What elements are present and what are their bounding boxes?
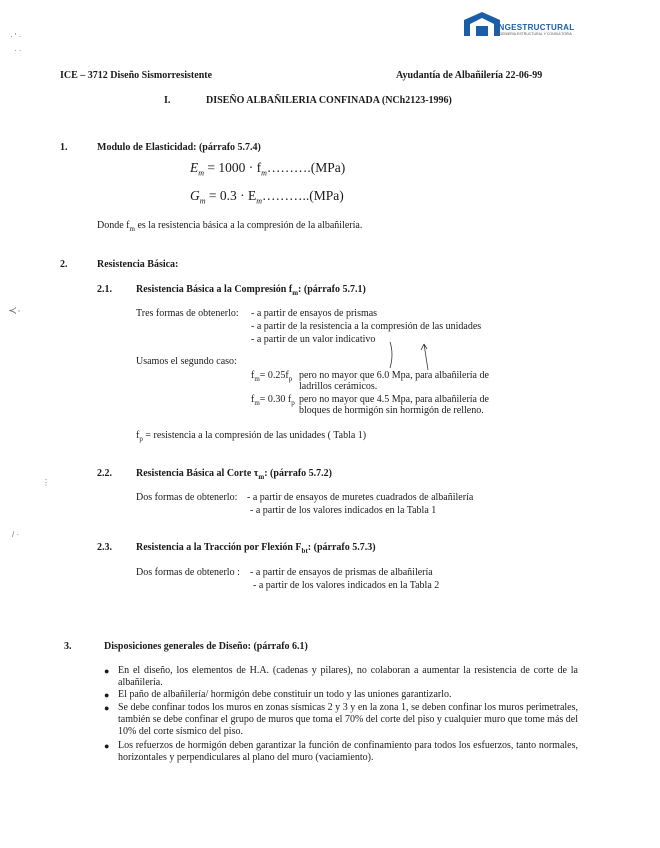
- section-2-1-number: 2.1.: [97, 284, 112, 295]
- scan-mark: ≺·: [8, 305, 21, 317]
- title-number: I.: [164, 95, 171, 106]
- list-item: El paño de albañilería/ hormigón debe constituir un todo y las uniones garantizarlo.: [118, 689, 452, 700]
- section-2-2-number: 2.2.: [97, 468, 112, 479]
- section-2-number: 2.: [60, 259, 68, 270]
- scan-mark: ⋮: [42, 478, 50, 487]
- case-1-text-2: ladrillos cerámicos.: [299, 381, 378, 392]
- list-item: - a partir de un valor indicativo: [251, 334, 376, 345]
- scan-mark: · ·: [14, 46, 22, 55]
- case-2-equation: $f_m= 0.30$ $f_p$: [251, 394, 295, 407]
- scan-mark: · ' ·: [10, 32, 22, 41]
- list-item: - a partir de ensayos de prismas: [251, 308, 378, 319]
- section-2-3-number: 2.3.: [97, 542, 112, 553]
- list-item: - a partir de ensayos de muretes cuadrados de albañilería: [247, 492, 474, 503]
- section-2-3-heading: Resistencia a la Tracción por Flexión $F_{bt}$: (párrafo 5.7.3): [136, 542, 376, 555]
- list-item: - a partir de ensayos de prismas de albañilería: [250, 567, 433, 578]
- handwritten-arrow: [380, 340, 440, 380]
- header-date: Ayudantía de Albañilería 22-06-99: [396, 70, 543, 81]
- logo-name: INGESTRUCTURAL: [496, 23, 575, 32]
- section-2-1-intro: Tres formas de obtenerlo:: [136, 308, 239, 319]
- fp-definition: $f_p$ = resistencia a la compresión de las unidades ( Tabla 1): [136, 430, 367, 443]
- header-course: ICE – 3712 Diseño Sismorresistente: [60, 70, 213, 81]
- equation-gm: $G_m = 0.3$ · $E_m\dots\dots\dots..(MPa)$: [190, 188, 344, 206]
- section-3-number: 3.: [64, 641, 72, 652]
- case-2-text-2: bloques de hormigón sin hormigón de relleno.: [299, 405, 484, 416]
- case-1-equation: $f_m= 0.25f_p$: [251, 370, 293, 383]
- case-1-text: pero no mayor que 6.0 Mpa, para albañilería de: [299, 370, 489, 381]
- section-2-2-intro: Dos formas de obtenerlo:: [136, 492, 238, 503]
- equation-em: $E_m = 1000$ · $f_m\dots\dots\dots.(MPa)$: [190, 160, 346, 178]
- case-2-text: pero no mayor que 4.5 Mpa, para albañilería de: [299, 394, 489, 405]
- list-item: Se debe confinar todos los muros en zonas sísmicas 2 y 3 y en la zona 1, se deben confinar los muros perimetrales, también se debe confinar el grupo de muros que toma el 70% del corte del piso y cualquier muro que tome más del 10% del corte sísmico del piso.: [118, 702, 578, 737]
- bullet-icon: ●: [104, 703, 110, 713]
- bullet-icon: ●: [104, 666, 110, 676]
- section-1-heading: Modulo de Elasticidad: (párrafo 5.7.4): [97, 142, 261, 153]
- list-item: En el diseño, los elementos de H.A. (cadenas y pilares), no colaboran a aumentar la resistencia de corte de la albañilería.: [118, 665, 578, 688]
- list-item: Los refuerzos de hormigón deben garantizar la función de confinamiento para todos los esfuerzos, tanto normales, horizontales y perpendiculares al plano del muro (vaciamiento).: [118, 740, 578, 763]
- list-item: - a partir de los valores indicados en la Tabla 1: [250, 505, 437, 516]
- section-3-heading: Disposiciones generales de Diseño: (párrafo 6.1): [104, 641, 308, 652]
- section-2-1-heading: Resistencia Básica a la Compresión $f_m$: (párrafo 5.7.1): [136, 284, 366, 297]
- section-2-heading: Resistencia Básica:: [97, 259, 179, 270]
- bullet-icon: ●: [104, 690, 110, 700]
- section-1-note: Donde $f_m$ es la resistencia básica a la compresión de la albañilería.: [97, 220, 363, 233]
- scan-mark: / ·: [12, 530, 20, 539]
- section-2-3-intro: Dos formas de obtenerlo :: [136, 567, 240, 578]
- bullet-icon: ●: [104, 741, 110, 751]
- list-item: - a partir de la resistencia a la compresión de las unidades: [251, 321, 482, 332]
- section-2-1-use: Usamos el segundo caso:: [136, 356, 237, 367]
- page-title: DISEÑO ALBAÑILERIA CONFINADA (NCh2123-1996): [206, 95, 452, 106]
- section-2-2-heading: Resistencia Básica al Corte $\tau_m$: (párrafo 5.7.2): [136, 468, 332, 481]
- section-1-number: 1.: [60, 142, 68, 153]
- list-item: - a partir de los valores indicados en la Tabla 2: [253, 580, 440, 591]
- logo-tagline: INGENIERIA ESTRUCTURAL Y CONSULTORIA: [496, 32, 572, 36]
